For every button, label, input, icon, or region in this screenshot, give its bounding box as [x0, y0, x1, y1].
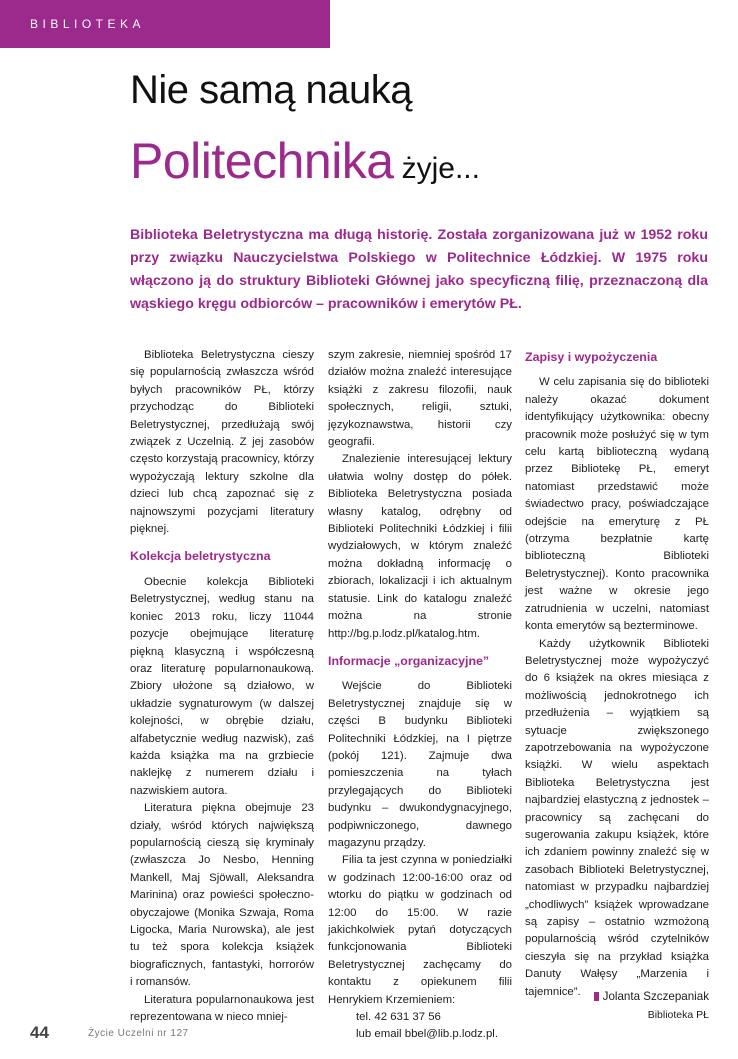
- paragraph: Filia ta jest czynna w poniedziałki w godzinach 12:00-16:00 oraz od wtorku do piątku w godzinach od 12:00 do 15:00. W razie jakichkolwiek pytań dotyczących funkcjonowania Biblioteki Beletrystycznej zachęcamy do kontaktu z opiekunem filii Henrykiem Krzemieniem:: [328, 854, 512, 1006]
- signature: [525, 988, 709, 1024]
- square-bullet-icon: [594, 992, 599, 1001]
- section-heading-registration: Zapisy i wypożyczenia: [525, 350, 658, 364]
- section-heading-organization: Informacje „organizacyjne”: [328, 653, 490, 668]
- paragraph: szym zakresie, niemniej spośród 17 działów można znaleźć interesujące książki z zakresu filozofii, nauk społecznych, religii, sztuki, językoznawstwa, historii czy geografii.: [328, 349, 512, 449]
- lead-text: Biblioteka Beletrystyczna ma długą historię. Została zorganizowana już w 1952 roku przy związku Nauczycielstwa Polskiego w Politechnice Łódzkiej. W 1975 roku włączono ją do struktury Biblioteki Głównej jako specyficzną filię, przeznaczoną dla wąskiego kręgu odbiorców – pracowników i emerytów PŁ.: [130, 227, 708, 312]
- lead-paragraph: [130, 224, 708, 316]
- section-tag: [0, 0, 330, 48]
- title-highlight: Politechnika: [130, 133, 394, 189]
- article-column-2: [328, 347, 512, 1044]
- article-column-1: [130, 347, 314, 1026]
- paragraph: Znalezienie interesującej lektury ułatwia wolny dostęp do półek. Biblioteka Beletrystyczna posiada własny katalog, odrębny od Biblioteki Politechniki Łódzkiej i filii wydziałowych, w którym znaleźć można dokładną informację o zbiorach, lokalizacji i ich aktualnym statusie. Link do katalogu znaleźć można na stronie http://bg.p.lodz.pl/katalog.htm.: [328, 453, 512, 640]
- contact-phone: tel. 42 631 37 56: [356, 1011, 441, 1024]
- page-number: 44: [30, 1023, 49, 1042]
- paragraph: Obecnie kolekcja Biblioteki Beletrystycznej, według stanu na koniec 2013 roku, liczy 11044 pozycje obejmujące literaturę piękną klasyczną i współczesną oraz literaturę popularnonaukową. Zbiory ułożone są działowo, w układzie sygnaturowym (w dalszej kolejności, w obrębie działu, alfabetycznie według nazwisk), zaś każda książka ma na grzbiecie naklejkę z numerem działu i nazwiskiem autora.: [130, 575, 314, 797]
- paragraph: Wejście do Biblioteki Beletrystycznej znajduje się w części B budynku Biblioteki Politechniki Łódzkiej, na I piętrze (pokój 121). Zajmuje dwa pomieszczenia na tyłach przylegających do Biblioteki budynku – dwukondygnacyjnego, podpiwniczonego, dawnego magazynu prządzy.: [328, 680, 512, 849]
- author-role: Biblioteka PŁ: [647, 1009, 709, 1021]
- paragraph: Biblioteka Beletrystyczna cieszy się popularnością zwłaszcza wśród byłych pracowników PŁ, którzy przychodząc do Biblioteki Beletrystycznej, przedłużają swój związek z Uczelnią. Z jej zasobów często korzystają pracownicy, którzy wypożyczają lektury szkolne dla dzieci lub chcą zapoznać się z najnowszymi pozycjami literatury pięknej.: [130, 349, 314, 536]
- article-column-3: [525, 347, 709, 1001]
- publication-name: Życie Uczelni nr 127: [88, 1028, 189, 1039]
- paragraph: Każdy użytkownik Biblioteki Beletrystycznej może wypożyczyć do 6 książek na okres miesiąca z możliwością jednokrotnego ich przedłużenia – wyjątkiem są sytuacje zwiększonego zapotrzebowania na wypożyczone książki. W wielu aspektach Biblioteka Beletrystyczna jest najbardziej elastyczną z jednostek – pracownicy są zachęcani do sugerowania zakupu książek, które ich zdaniem powinny znaleźć się w zasobach Biblioteki Beletrystycznej, natomiast w przypadku najbardziej „chodliwych” książek wprowadzane są zapisy – ostatnio wzmożoną popularnością wśród czytelników cieszyła się na przykład książka Danuty Wałęsy „Marzenia i tajemnice”.: [525, 637, 709, 998]
- paragraph: Literatura piękna obejmuje 23 działy, wśród których największą popularnością cieszą się kryminały (zwłaszcza Jo Nesbo, Henning Mankell, Maj Sjöwall, Aleksandra Marinina) oraz powieści społeczno-obyczajowe (Monika Szwaja, Roma Ligocka, Maria Nurowska), ale jest tu też spora kolekcja książek biograficznych, fantastyki, horrorów i romansów.: [130, 802, 314, 989]
- title-line-1: Nie samą nauką: [130, 68, 413, 112]
- author-name: Jolanta Szczepaniak: [602, 990, 709, 1003]
- paragraph: W celu zapisania się do biblioteki należy okazać dokument identyfikujący użytkownika: obecny pracownik może posłużyć się w tym celu kartą biblioteczną wydaną przez Bibliotekę PŁ, emeryt natomiast przedstawić może świadectwo pracy, poświadczające odejście na emeryturę z PŁ (otrzyma bezpłatnie kartę biblioteczną Biblioteki Beletrystycznej). Konto pracownika jest ważne w okresie jego zatrudnienia w uczelni, natomiast konta emerytów są bezterminowe.: [525, 376, 709, 633]
- contact-email[interactable]: lub email bbel@lib.p.lodz.pl.: [356, 1028, 498, 1041]
- title-tail: żyje...: [401, 152, 480, 185]
- section-heading-collection: Kolekcja beletrystyczna: [130, 549, 271, 564]
- section-label: BIBLIOTEKA: [30, 17, 146, 31]
- title-line-2: [130, 132, 480, 190]
- paragraph: Literatura popularnonaukowa jest reprezentowana w nieco mniej-: [130, 993, 314, 1024]
